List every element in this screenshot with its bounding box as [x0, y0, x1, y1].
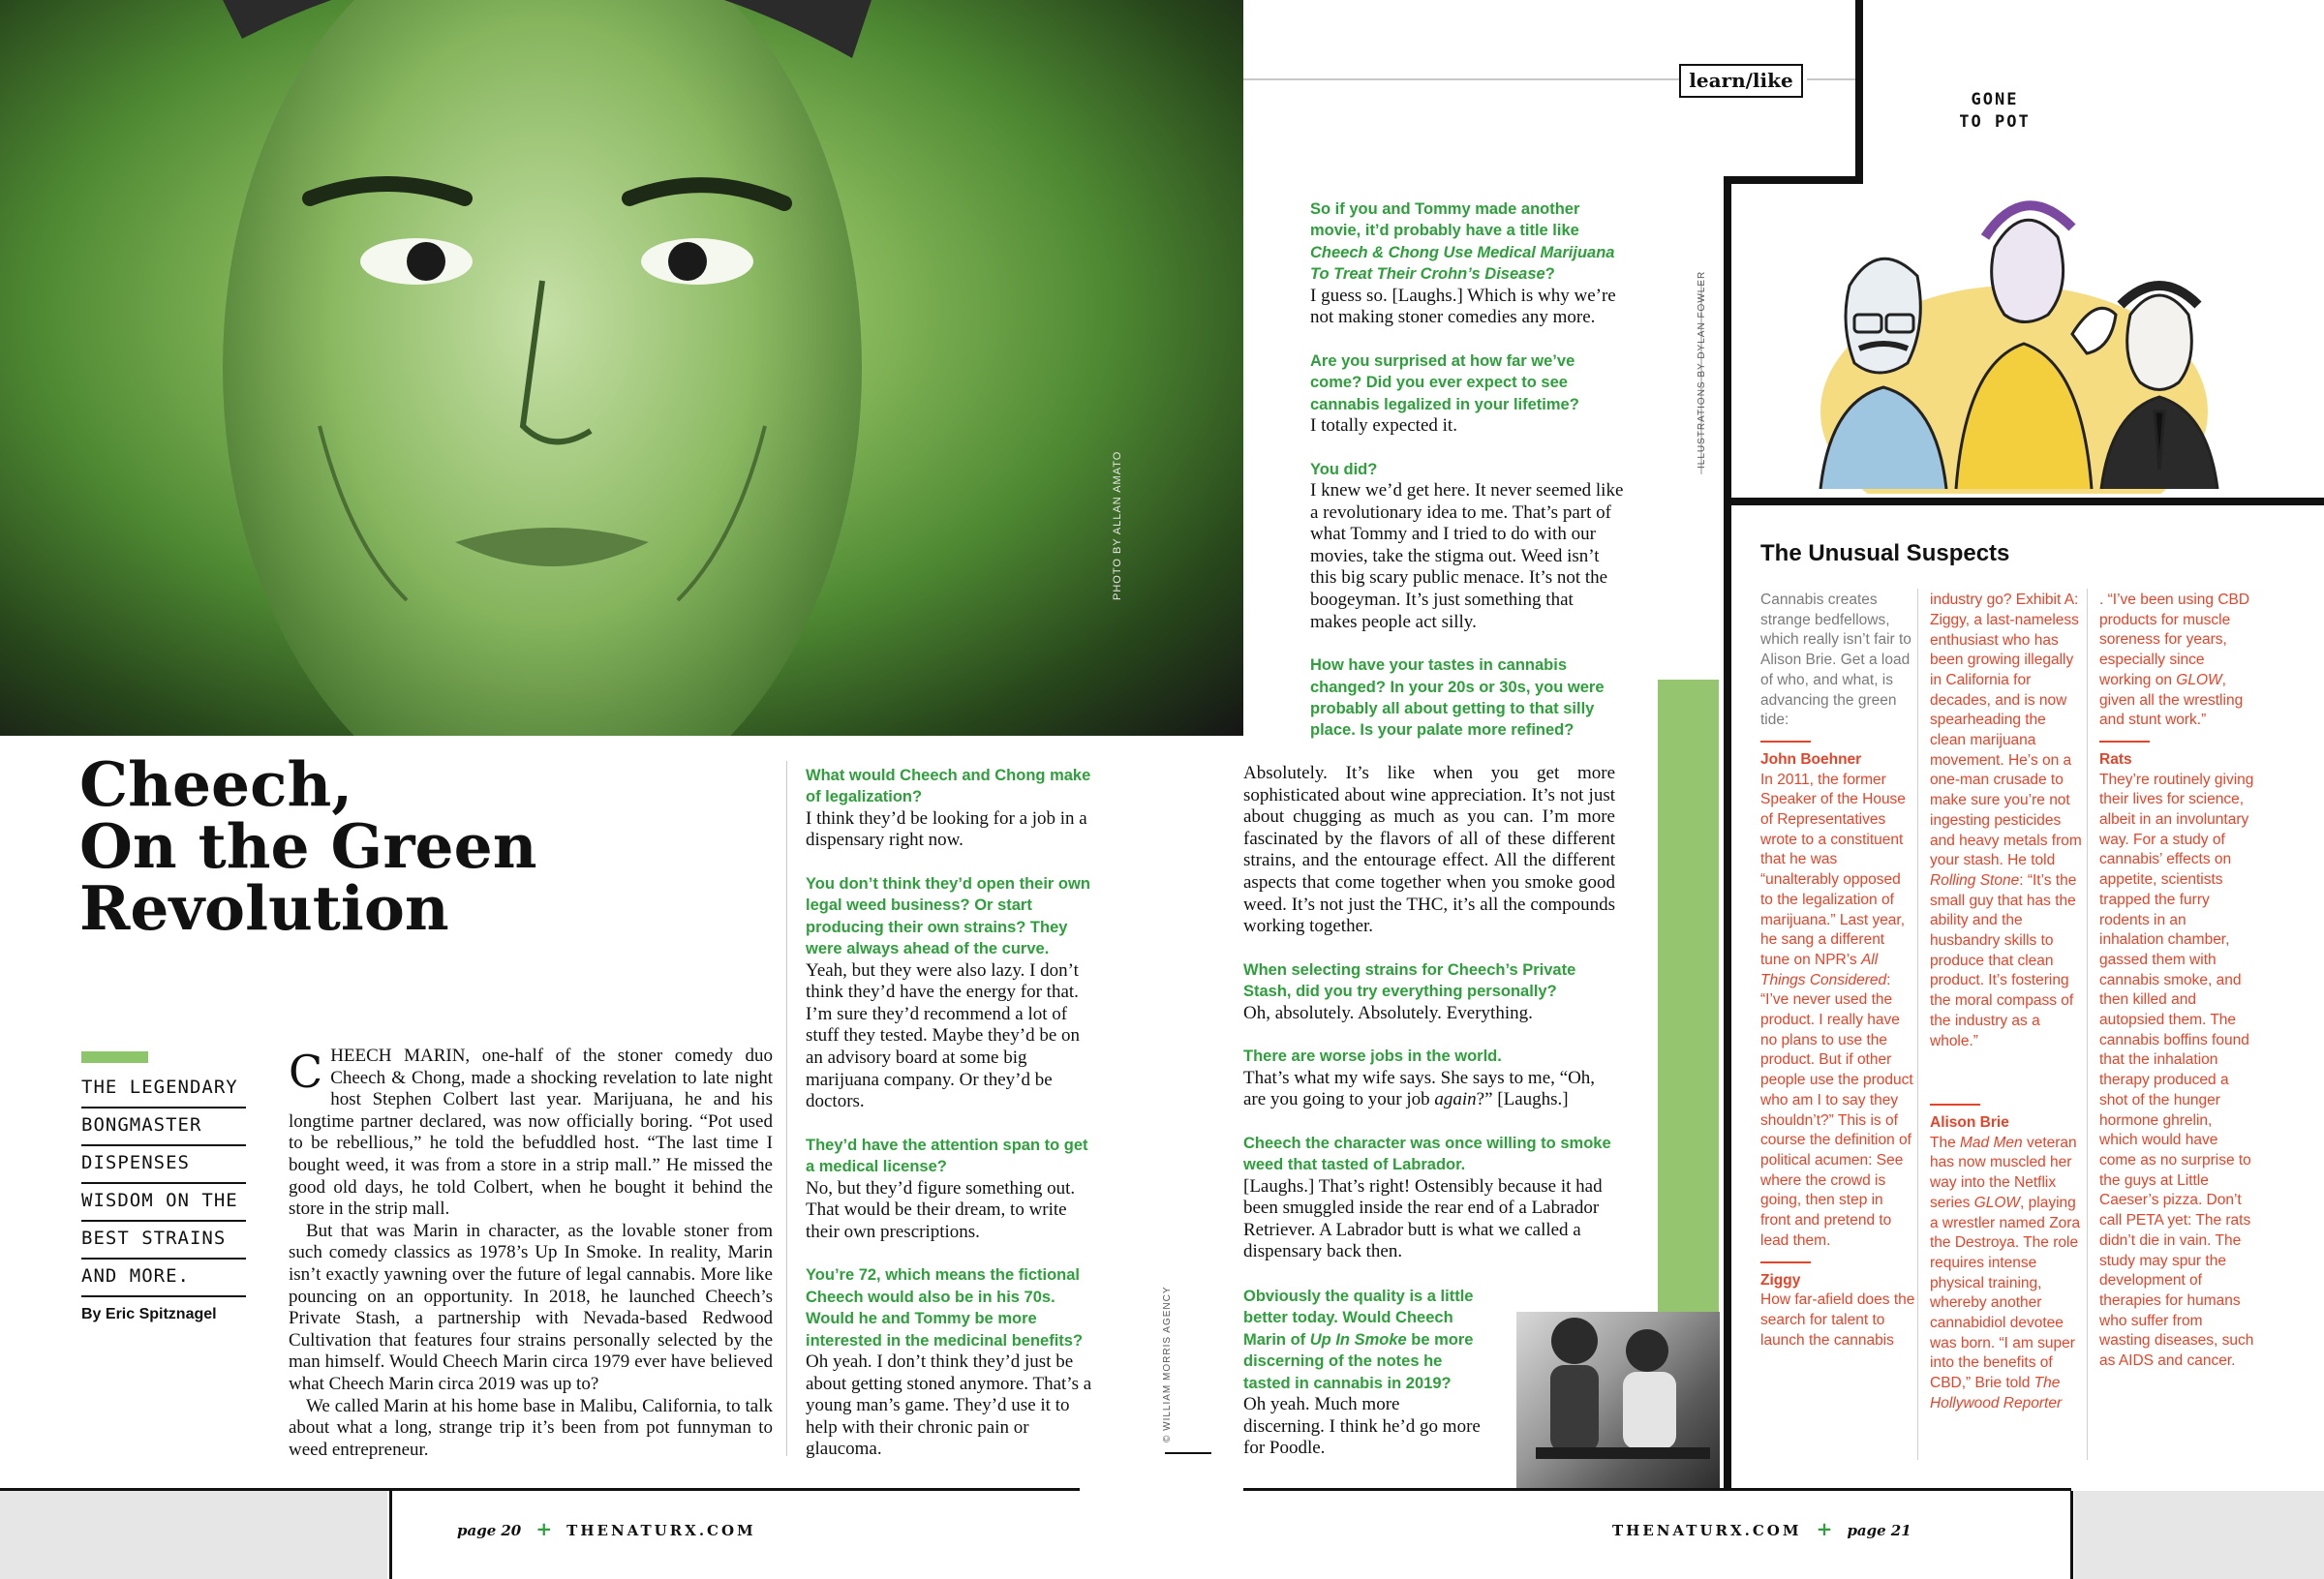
headline-line: On the Green: [79, 810, 537, 882]
entry-rule: [2099, 741, 2150, 743]
frame-border: [1724, 176, 1731, 1488]
frame-border: [1855, 0, 1863, 184]
entry-emphasis: The Hollywood Reporter: [1930, 1375, 2063, 1412]
dek-line: BONGMASTER: [81, 1108, 246, 1146]
question: What would Cheech and Chong make of legalization?: [806, 767, 1091, 806]
footer-block: [0, 1491, 387, 1579]
plus-icon: +: [1816, 1517, 1833, 1540]
article-headline: [79, 748, 622, 944]
answer-text: ?” [Laughs.]: [1476, 1089, 1569, 1110]
entry-name: John Boehner: [1760, 750, 1862, 768]
question-text: be more discerning of the notes he tasted in cannabis in 2019?: [1243, 1330, 1474, 1392]
qa-column-left: [806, 765, 1096, 1482]
dek-line: THE LEGENDARY: [81, 1071, 246, 1108]
answer: Oh yeah. Much more discerning. I think he’d go more for Poodle.: [1243, 1394, 1481, 1459]
entry-text: [1930, 591, 2085, 1094]
footer-divider: [389, 1491, 392, 1579]
answer: Yeah, but they were also lazy. I don’t think they’d have the energy for that. I’m sure they’d recommend a lot of stuff they tested. Maybe they’d be on an advisory board at some big marijuana company. Or they’d be doctors.: [806, 959, 1080, 1112]
answer: Absolutely. It’s like when you get more sophisticated about wine appreciation. It’s not just about chugging as much as you can. I’m more fascinated by the flavors of all of these different strains, and the entourage effect. All the different aspects that come together when you smoke good weed. It’s not just the THC, it’s all the compounds working together.: [1243, 763, 1615, 937]
headline-line: Cheech,: [79, 748, 353, 820]
answer: [1243, 1068, 1615, 1111]
question: You did?: [1310, 460, 1378, 478]
cheech-chong-photo: [1516, 1312, 1720, 1488]
page-number: 20: [501, 1522, 522, 1539]
entry-emphasis: All Things Considered: [1760, 951, 1887, 988]
entry-emphasis: Rolling Stone: [1930, 871, 2020, 889]
site-name: THENATURX.COM: [1612, 1522, 1802, 1539]
answer: [Laughs.] That’s right! Ostensibly because it had been smuggled inside the rear end of a Labrador Retriever. A Labrador butt is what we called a dispensary back then.: [1243, 1175, 1603, 1262]
page-label: page: [1847, 1522, 1886, 1539]
section-tag: learn/like: [1679, 64, 1803, 98]
entry-text-part: veteran has now muscled her way into the Netflix series: [1930, 1134, 2077, 1211]
page-number: 21: [1890, 1522, 1911, 1539]
byline: By Eric Spitznagel: [81, 1306, 217, 1322]
three-portraits-illustration: [1762, 179, 2266, 494]
answer-emphasis: again: [1434, 1089, 1477, 1110]
question: How have your tastes in cannabis changed? In your 20s or 30s, you were probably all about getting to that silly place. Is your palate more refined?: [1310, 656, 1605, 740]
column-divider: [786, 761, 787, 1456]
suspects-illustration: [1762, 179, 2266, 494]
photo-credit: PHOTO BY ALLAN AMATO: [1112, 450, 1123, 600]
entry-rule: [1760, 1261, 1811, 1263]
entry-text: [1930, 1134, 2085, 1454]
question: You don’t think they’d open their own legal weed business? Or start producing their own strains? They were always ahead of the curve.: [806, 875, 1090, 958]
photo-credit: © WILLIAM MORRIS AGENCY: [1162, 1286, 1173, 1442]
question: Cheech the character was once willing to smoke weed that tasted of Labrador.: [1243, 1134, 1611, 1174]
sidebar-intro: Cannabis creates strange bedfellows, which really isn’t fair to Alison Brie. Get a load of who, and what, is advancing the green tide:: [1760, 592, 1911, 729]
answer: I think they’d be looking for a job in a dispensary right now.: [806, 807, 1087, 851]
qa-column-right-top: [1310, 198, 1625, 742]
answer: I knew we’d get here. It never seemed like a revolutionary idea to me. That’s part of what Tommy and I tried to do with our movies, take the stigma out. Weed isn’t this big scary public menace. It’s not the boogeyman. It’s just something that makes people act silly.: [1310, 480, 1624, 632]
column-divider: [1917, 589, 1918, 1460]
entry-text-part: . “I’ve been using CBD products for muscle soreness for years, especially since working on: [2099, 592, 2250, 688]
sidebar-kicker: [1946, 89, 2043, 134]
sidebar-title: The Unusual Suspects: [1760, 540, 2010, 566]
qa-column-right-mid: [1243, 763, 1615, 1285]
entry-text-part: , playing a wrestler named Zora the Destroya. The role requires intense physical training, whereby another cannabidiol devotee was born. “I am super into the benefits of CBD,” Brie told: [1930, 1194, 2081, 1392]
entry-rule: [1760, 741, 1811, 743]
entry-text-part: : “It’s the small guy that has the ability and the husbandry skills to produce that clean product. It’s fostering the moral compass of the industry as a whole.”: [1930, 871, 2077, 1049]
answer: Oh, absolutely. Absolutely. Everything.: [1243, 1002, 1533, 1023]
question-text: Obviously the quality is a little better today. Would Cheech Marin of: [1243, 1288, 1474, 1349]
footer-block: [2074, 1491, 2324, 1579]
entry-text: [2099, 591, 2254, 731]
column-divider: [2087, 589, 2088, 1460]
illustration-credit: ILLUSTRATIONS BY DYLAN FOWLER: [1697, 270, 1707, 469]
entry-rule: [1930, 1104, 1980, 1106]
entry-text-part: In 2011, the former Speaker of the House of Representatives wrote to a constituent that he was “unalterably opposed to the legalization of marijuana.” Last year, he sang a different tune on NPR’s: [1760, 771, 1906, 968]
answer: I guess so. [Laughs.] Which is why we’re not making stoner comedies any more.: [1310, 285, 1616, 328]
question-text: ?: [1544, 265, 1555, 284]
photo-silhouette: [1516, 1312, 1720, 1488]
entry-text: They’re routinely giving their lives for science, albeit in an involuntary way. For a study of cannabis’ effects on appetite, scientists trapped the furry rodents in an inhalation chamber, gassed them with cannabis smoke, and then killed and autopsied them. The cannabis boffins found that the inhalation therapy produced a shot of the hunger hormone ghrelin, which would have come as no surprise to the guys at Little Caeser’s pizza. Don’t call PETA yet: The rats didn’t die in vain. The study may spur the development of therapies for humans who suffer from wasting diseases, such as AIDS and cancer.: [2099, 771, 2254, 1370]
drop-cap: C: [289, 1046, 323, 1098]
dek-line: WISDOM ON THE: [81, 1184, 246, 1222]
question: When selecting strains for Cheech’s Private Stash, did you try everything personally?: [1243, 960, 1576, 1001]
headline-line: Revolution: [79, 872, 449, 944]
answer: No, but they’d figure something out. That would be their dream, to write their own prescriptions.: [806, 1177, 1076, 1242]
dek-line: AND MORE.: [81, 1260, 246, 1297]
frame-border: [1724, 498, 2324, 505]
question: [1243, 1286, 1485, 1394]
question: There are worse jobs in the world.: [1243, 1048, 1502, 1066]
question-text: So if you and Tommy made another movie, it’d probably have a title like: [1310, 200, 1580, 240]
plus-icon: +: [535, 1517, 553, 1540]
article-dek: [81, 1071, 246, 1297]
entry-emphasis: GLOW: [1973, 1194, 2021, 1211]
entry-name: Alison Brie: [1930, 1114, 2009, 1131]
entry-text-part: , given all the wrestling and stunt work.”: [2099, 671, 2244, 729]
entry-text: How far-afield does the search for talent to launch the cannabis: [1760, 1291, 1915, 1349]
footer-divider: [2070, 1491, 2073, 1579]
intro-paragraph: HEECH MARIN, one-half of the stoner comedy duo Cheech & Chong, made a shocking revelation to late night host Stephen Colbert last year. Marijuana, he and his longtime partner declared, was now officially boring. “Pot used to be rebellious,” he told the befuddled host. “The last time I bought weed, it was from a store in a strip mall.” He missed the good old days, he told Colbert, when he bought it behind the store in the strip mall.: [289, 1046, 773, 1220]
entry-emphasis: Mad Men: [1960, 1134, 2023, 1151]
intro-paragraph: But that was Marin in character, as the lovable stoner from such comedy classics as 1978’s Up In Smoke. In reality, Marin isn’t exactly yawning over the future of legal cannabis. More like pouncing on an opportunity. In 2018, he launched Cheech’s Private Stash, a partnership with Nevada-based Redwood Cultivation that features four strains personally selected by the man himself. Would Cheech Marin circa 1979 ever have believed what Cheech Marin circa 2019 was up to?: [289, 1220, 773, 1394]
qa-column-right-bottom: [1243, 1286, 1485, 1481]
footer-rule: [1243, 1488, 2071, 1491]
entry-text: [1760, 771, 1915, 1252]
answer-text: That’s what my wife says. She says to me, “Oh, are you going to your job: [1243, 1067, 1596, 1110]
entry-text-part: The: [1930, 1134, 1961, 1151]
entry-name: Ziggy: [1760, 1271, 1801, 1289]
sidebar-column-3: [2099, 591, 2254, 1372]
folio-right: [1612, 1517, 1911, 1540]
answer: Oh yeah. I don’t think they’d just be about getting stoned anymore. That’s a young man’s game. They’d use it to help with their chronic pain or glaucoma.: [806, 1351, 1092, 1460]
entry-text-part: : “I’ve never used the product. I really have no plans to use the product. But if other people use the product who am I to say they shouldn’t?” This is of course the definition of political acumen: See where the crowd is going, then step in front and pretend to lead them.: [1760, 971, 1913, 1249]
dek-line: BEST STRAINS: [81, 1222, 246, 1260]
question: Are you surprised at how far we’ve come? Did you ever expect to see cannabis legalized in your lifetime?: [1310, 351, 1579, 413]
question-title: Cheech & Chong Use Medical Marijuana To Treat Their Crohn’s Disease: [1310, 243, 1615, 284]
portrait-illustration: [0, 0, 1243, 736]
entry-text-part: industry go? Exhibit A: Ziggy, a last-nameless enthusiast who has been growing illegally in California for decades, and is now spearheading the clean marijuana movement. He’s on a one-man crusade to make sure you’re not ingesting pesticides and heavy metals from your stash. He told: [1930, 592, 2082, 869]
sidebar-column-1: [1760, 591, 1915, 1351]
section-rule: [1243, 78, 1689, 80]
question: They’d have the attention span to get a medical license?: [806, 1136, 1088, 1176]
site-name: THENATURX.COM: [566, 1522, 756, 1539]
entry-emphasis: GLOW: [2176, 671, 2222, 688]
intro-text: [289, 1046, 773, 1461]
kicker-line: GONE: [1971, 90, 2019, 109]
question: You’re 72, which means the fictional Cheech would also be in his 70s. Would he and Tommy be more interested in the medicinal benefits?: [806, 1266, 1084, 1350]
kicker-line: TO POT: [1959, 112, 2031, 132]
question: [1310, 198, 1625, 286]
question-title: Up In Smoke: [1309, 1330, 1407, 1349]
intro-paragraph: We called Marin at his home base in Malibu, California, to talk about what a long, strange trip it’s been from pot funnyman to weed entrepreneur.: [289, 1395, 773, 1460]
page-label: page: [457, 1522, 497, 1539]
cover-photo: [0, 0, 1243, 736]
accent-bar: [81, 1051, 148, 1063]
sidebar-column-2: [1930, 591, 2085, 1454]
dek-line: DISPENSES: [81, 1146, 246, 1184]
folio-left: [457, 1517, 756, 1540]
credit-rule: [1165, 1452, 1211, 1454]
entry-name: Rats: [2099, 750, 2132, 768]
answer: I totally expected it.: [1310, 415, 1457, 437]
